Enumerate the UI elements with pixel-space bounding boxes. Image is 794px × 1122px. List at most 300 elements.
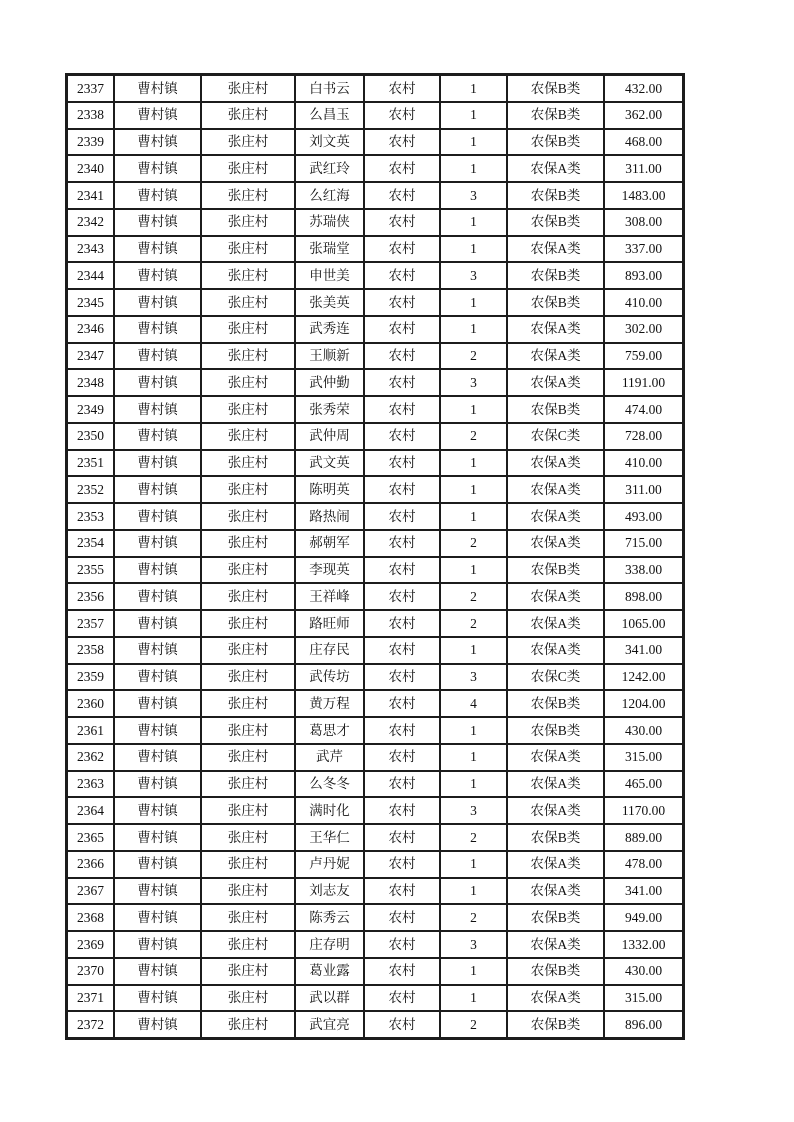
cell-count: 2 [440, 904, 507, 931]
cell-amount: 728.00 [604, 423, 683, 450]
cell-amount: 715.00 [604, 530, 683, 557]
cell-record-id: 2352 [67, 476, 114, 503]
cell-insurance-category: 农保A类 [507, 610, 604, 637]
cell-town: 曹村镇 [114, 129, 201, 156]
cell-count: 3 [440, 664, 507, 691]
cell-person-name: 李现英 [295, 557, 364, 584]
table-row [67, 985, 683, 1012]
cell-insurance-category: 农保A类 [507, 236, 604, 263]
cell-residence-type: 农村 [364, 209, 440, 236]
cell-residence-type: 农村 [364, 797, 440, 824]
cell-amount: 1170.00 [604, 797, 683, 824]
table-row [67, 878, 683, 905]
cell-residence-type: 农村 [364, 583, 440, 610]
cell-insurance-category: 农保A类 [507, 450, 604, 477]
cell-record-id: 2343 [67, 236, 114, 263]
cell-amount: 468.00 [604, 129, 683, 156]
cell-village: 张庄村 [201, 690, 295, 717]
cell-village: 张庄村 [201, 155, 295, 182]
cell-amount: 430.00 [604, 717, 683, 744]
cell-insurance-category: 农保A类 [507, 155, 604, 182]
cell-amount: 1242.00 [604, 664, 683, 691]
cell-record-id: 2353 [67, 503, 114, 530]
cell-count: 1 [440, 236, 507, 263]
cell-insurance-category: 农保A类 [507, 343, 604, 370]
cell-town: 曹村镇 [114, 878, 201, 905]
cell-record-id: 2359 [67, 664, 114, 691]
cell-count: 1 [440, 129, 507, 156]
cell-village: 张庄村 [201, 744, 295, 771]
cell-town: 曹村镇 [114, 396, 201, 423]
cell-count: 2 [440, 1011, 507, 1038]
table-row [67, 557, 683, 584]
cell-town: 曹村镇 [114, 343, 201, 370]
cell-count: 1 [440, 557, 507, 584]
cell-insurance-category: 农保A类 [507, 851, 604, 878]
cell-residence-type: 农村 [364, 102, 440, 129]
table-row [67, 904, 683, 931]
cell-village: 张庄村 [201, 343, 295, 370]
cell-town: 曹村镇 [114, 824, 201, 851]
cell-count: 1 [440, 717, 507, 744]
cell-village: 张庄村 [201, 423, 295, 450]
cell-record-id: 2371 [67, 985, 114, 1012]
cell-town: 曹村镇 [114, 557, 201, 584]
cell-residence-type: 农村 [364, 369, 440, 396]
cell-count: 1 [440, 744, 507, 771]
cell-town: 曹村镇 [114, 102, 201, 129]
cell-amount: 341.00 [604, 878, 683, 905]
cell-insurance-category: 农保C类 [507, 423, 604, 450]
cell-amount: 432.00 [604, 75, 683, 102]
cell-count: 1 [440, 316, 507, 343]
cell-town: 曹村镇 [114, 664, 201, 691]
cell-town: 曹村镇 [114, 289, 201, 316]
cell-insurance-category: 农保B类 [507, 262, 604, 289]
cell-town: 曹村镇 [114, 637, 201, 664]
cell-residence-type: 农村 [364, 530, 440, 557]
cell-village: 张庄村 [201, 931, 295, 958]
cell-insurance-category: 农保B类 [507, 129, 604, 156]
cell-record-id: 2357 [67, 610, 114, 637]
cell-village: 张庄村 [201, 583, 295, 610]
cell-person-name: 武传坊 [295, 664, 364, 691]
cell-residence-type: 农村 [364, 664, 440, 691]
cell-village: 张庄村 [201, 904, 295, 931]
cell-town: 曹村镇 [114, 450, 201, 477]
cell-person-name: 葛业露 [295, 958, 364, 985]
table-row [67, 262, 683, 289]
cell-insurance-category: 农保A类 [507, 637, 604, 664]
cell-residence-type: 农村 [364, 690, 440, 717]
cell-amount: 338.00 [604, 557, 683, 584]
cell-town: 曹村镇 [114, 236, 201, 263]
cell-person-name: 么冬冬 [295, 771, 364, 798]
cell-person-name: 么红海 [295, 182, 364, 209]
cell-residence-type: 农村 [364, 476, 440, 503]
cell-record-id: 2346 [67, 316, 114, 343]
cell-village: 张庄村 [201, 182, 295, 209]
cell-record-id: 2354 [67, 530, 114, 557]
cell-insurance-category: 农保A类 [507, 771, 604, 798]
cell-amount: 315.00 [604, 744, 683, 771]
table-row [67, 744, 683, 771]
cell-amount: 311.00 [604, 155, 683, 182]
cell-person-name: 武仲周 [295, 423, 364, 450]
table-row [67, 797, 683, 824]
cell-residence-type: 农村 [364, 610, 440, 637]
cell-count: 2 [440, 610, 507, 637]
cell-count: 2 [440, 824, 507, 851]
cell-person-name: 庄存民 [295, 637, 364, 664]
cell-person-name: 张秀荣 [295, 396, 364, 423]
cell-residence-type: 农村 [364, 771, 440, 798]
cell-person-name: 庄存明 [295, 931, 364, 958]
cell-person-name: 王顺新 [295, 343, 364, 370]
cell-insurance-category: 农保B类 [507, 690, 604, 717]
cell-town: 曹村镇 [114, 316, 201, 343]
cell-insurance-category: 农保B类 [507, 557, 604, 584]
table-row [67, 289, 683, 316]
cell-town: 曹村镇 [114, 904, 201, 931]
cell-amount: 410.00 [604, 450, 683, 477]
cell-town: 曹村镇 [114, 583, 201, 610]
table-row [67, 102, 683, 129]
cell-town: 曹村镇 [114, 182, 201, 209]
cell-count: 3 [440, 262, 507, 289]
cell-amount: 341.00 [604, 637, 683, 664]
cell-town: 曹村镇 [114, 717, 201, 744]
cell-person-name: 陈明英 [295, 476, 364, 503]
cell-village: 张庄村 [201, 797, 295, 824]
cell-record-id: 2372 [67, 1011, 114, 1038]
table-row [67, 450, 683, 477]
cell-person-name: 刘志友 [295, 878, 364, 905]
cell-record-id: 2370 [67, 958, 114, 985]
cell-record-id: 2345 [67, 289, 114, 316]
cell-town: 曹村镇 [114, 771, 201, 798]
cell-record-id: 2350 [67, 423, 114, 450]
cell-record-id: 2339 [67, 129, 114, 156]
table-row [67, 423, 683, 450]
cell-person-name: 武宜亮 [295, 1011, 364, 1038]
cell-amount: 1332.00 [604, 931, 683, 958]
cell-residence-type: 农村 [364, 236, 440, 263]
cell-count: 1 [440, 476, 507, 503]
cell-amount: 898.00 [604, 583, 683, 610]
cell-town: 曹村镇 [114, 209, 201, 236]
cell-insurance-category: 农保B类 [507, 289, 604, 316]
table-row [67, 717, 683, 744]
cell-insurance-category: 农保B类 [507, 75, 604, 102]
cell-person-name: 苏瑞侠 [295, 209, 364, 236]
cell-village: 张庄村 [201, 717, 295, 744]
cell-residence-type: 农村 [364, 744, 440, 771]
table-row [67, 155, 683, 182]
cell-village: 张庄村 [201, 369, 295, 396]
table-row [67, 637, 683, 664]
table-row [67, 958, 683, 985]
cell-residence-type: 农村 [364, 1011, 440, 1038]
table-row [67, 75, 683, 102]
cell-count: 1 [440, 503, 507, 530]
cell-count: 1 [440, 958, 507, 985]
cell-insurance-category: 农保C类 [507, 664, 604, 691]
cell-count: 1 [440, 771, 507, 798]
cell-village: 张庄村 [201, 985, 295, 1012]
cell-town: 曹村镇 [114, 75, 201, 102]
cell-village: 张庄村 [201, 450, 295, 477]
cell-insurance-category: 农保B类 [507, 396, 604, 423]
cell-residence-type: 农村 [364, 503, 440, 530]
cell-amount: 1483.00 [604, 182, 683, 209]
table-body [67, 75, 683, 1038]
cell-village: 张庄村 [201, 316, 295, 343]
cell-town: 曹村镇 [114, 262, 201, 289]
cell-village: 张庄村 [201, 102, 295, 129]
cell-person-name: 黄万程 [295, 690, 364, 717]
cell-amount: 430.00 [604, 958, 683, 985]
cell-village: 张庄村 [201, 289, 295, 316]
table-row [67, 1011, 683, 1038]
cell-amount: 1065.00 [604, 610, 683, 637]
cell-village: 张庄村 [201, 530, 295, 557]
cell-town: 曹村镇 [114, 690, 201, 717]
table-row [67, 931, 683, 958]
table-row [67, 824, 683, 851]
cell-village: 张庄村 [201, 476, 295, 503]
cell-village: 张庄村 [201, 958, 295, 985]
cell-person-name: 武芹 [295, 744, 364, 771]
cell-record-id: 2364 [67, 797, 114, 824]
table-row [67, 316, 683, 343]
cell-residence-type: 农村 [364, 423, 440, 450]
cell-count: 3 [440, 931, 507, 958]
cell-person-name: 卢丹妮 [295, 851, 364, 878]
cell-town: 曹村镇 [114, 985, 201, 1012]
cell-town: 曹村镇 [114, 476, 201, 503]
cell-village: 张庄村 [201, 664, 295, 691]
cell-record-id: 2347 [67, 343, 114, 370]
cell-residence-type: 农村 [364, 182, 440, 209]
cell-residence-type: 农村 [364, 851, 440, 878]
cell-village: 张庄村 [201, 851, 295, 878]
cell-record-id: 2365 [67, 824, 114, 851]
cell-record-id: 2341 [67, 182, 114, 209]
cell-village: 张庄村 [201, 503, 295, 530]
table-row [67, 503, 683, 530]
cell-insurance-category: 农保B类 [507, 824, 604, 851]
cell-town: 曹村镇 [114, 423, 201, 450]
cell-insurance-category: 农保B类 [507, 102, 604, 129]
cell-insurance-category: 农保A类 [507, 878, 604, 905]
table-row [67, 129, 683, 156]
cell-residence-type: 农村 [364, 637, 440, 664]
cell-amount: 362.00 [604, 102, 683, 129]
cell-record-id: 2363 [67, 771, 114, 798]
cell-amount: 1204.00 [604, 690, 683, 717]
cell-count: 1 [440, 637, 507, 664]
cell-amount: 949.00 [604, 904, 683, 931]
cell-residence-type: 农村 [364, 904, 440, 931]
cell-insurance-category: 农保B类 [507, 958, 604, 985]
cell-residence-type: 农村 [364, 396, 440, 423]
cell-count: 3 [440, 182, 507, 209]
cell-count: 1 [440, 985, 507, 1012]
cell-village: 张庄村 [201, 209, 295, 236]
cell-record-id: 2337 [67, 75, 114, 102]
cell-person-name: 路旺师 [295, 610, 364, 637]
cell-village: 张庄村 [201, 262, 295, 289]
cell-insurance-category: 农保A类 [507, 476, 604, 503]
cell-record-id: 2361 [67, 717, 114, 744]
cell-count: 1 [440, 396, 507, 423]
cell-record-id: 2349 [67, 396, 114, 423]
cell-village: 张庄村 [201, 771, 295, 798]
cell-town: 曹村镇 [114, 155, 201, 182]
cell-residence-type: 农村 [364, 289, 440, 316]
cell-person-name: 满时化 [295, 797, 364, 824]
cell-amount: 337.00 [604, 236, 683, 263]
cell-count: 2 [440, 583, 507, 610]
cell-record-id: 2368 [67, 904, 114, 931]
cell-amount: 759.00 [604, 343, 683, 370]
cell-residence-type: 农村 [364, 931, 440, 958]
table-row [67, 209, 683, 236]
cell-count: 2 [440, 423, 507, 450]
cell-insurance-category: 农保A类 [507, 583, 604, 610]
cell-person-name: 张瑞堂 [295, 236, 364, 263]
cell-insurance-category: 农保A类 [507, 744, 604, 771]
cell-person-name: 张美英 [295, 289, 364, 316]
cell-residence-type: 农村 [364, 129, 440, 156]
cell-insurance-category: 农保B类 [507, 1011, 604, 1038]
cell-amount: 889.00 [604, 824, 683, 851]
cell-person-name: 路热闹 [295, 503, 364, 530]
cell-town: 曹村镇 [114, 530, 201, 557]
cell-residence-type: 农村 [364, 824, 440, 851]
cell-village: 张庄村 [201, 129, 295, 156]
cell-record-id: 2340 [67, 155, 114, 182]
table-row [67, 610, 683, 637]
cell-town: 曹村镇 [114, 369, 201, 396]
cell-record-id: 2351 [67, 450, 114, 477]
cell-amount: 1191.00 [604, 369, 683, 396]
cell-town: 曹村镇 [114, 797, 201, 824]
cell-town: 曹村镇 [114, 503, 201, 530]
cell-amount: 311.00 [604, 476, 683, 503]
cell-count: 2 [440, 343, 507, 370]
cell-insurance-category: 农保A类 [507, 530, 604, 557]
cell-insurance-category: 农保A类 [507, 369, 604, 396]
cell-amount: 315.00 [604, 985, 683, 1012]
cell-person-name: 王祥峰 [295, 583, 364, 610]
cell-amount: 896.00 [604, 1011, 683, 1038]
cell-person-name: 白书云 [295, 75, 364, 102]
cell-village: 张庄村 [201, 824, 295, 851]
cell-village: 张庄村 [201, 557, 295, 584]
cell-village: 张庄村 [201, 75, 295, 102]
cell-residence-type: 农村 [364, 878, 440, 905]
cell-insurance-category: 农保B类 [507, 182, 604, 209]
cell-record-id: 2338 [67, 102, 114, 129]
cell-person-name: 王华仁 [295, 824, 364, 851]
cell-amount: 893.00 [604, 262, 683, 289]
cell-record-id: 2366 [67, 851, 114, 878]
cell-village: 张庄村 [201, 637, 295, 664]
cell-record-id: 2344 [67, 262, 114, 289]
cell-insurance-category: 农保A类 [507, 931, 604, 958]
cell-count: 1 [440, 851, 507, 878]
cell-record-id: 2362 [67, 744, 114, 771]
cell-amount: 308.00 [604, 209, 683, 236]
cell-insurance-category: 农保B类 [507, 904, 604, 931]
cell-person-name: 郝朝军 [295, 530, 364, 557]
table-row [67, 476, 683, 503]
cell-person-name: 武红玲 [295, 155, 364, 182]
cell-count: 2 [440, 530, 507, 557]
cell-residence-type: 农村 [364, 985, 440, 1012]
cell-count: 1 [440, 209, 507, 236]
cell-person-name: 葛思才 [295, 717, 364, 744]
cell-count: 1 [440, 450, 507, 477]
cell-insurance-category: 农保A类 [507, 503, 604, 530]
cell-village: 张庄村 [201, 878, 295, 905]
cell-insurance-category: 农保B类 [507, 717, 604, 744]
cell-residence-type: 农村 [364, 316, 440, 343]
cell-count: 1 [440, 155, 507, 182]
cell-residence-type: 农村 [364, 343, 440, 370]
cell-person-name: 申世美 [295, 262, 364, 289]
cell-record-id: 2348 [67, 369, 114, 396]
cell-person-name: 武仲勤 [295, 369, 364, 396]
cell-residence-type: 农村 [364, 75, 440, 102]
table-row [67, 583, 683, 610]
cell-insurance-category: 农保A类 [507, 985, 604, 1012]
cell-village: 张庄村 [201, 396, 295, 423]
table-row [67, 369, 683, 396]
table-row [67, 396, 683, 423]
cell-record-id: 2358 [67, 637, 114, 664]
cell-insurance-category: 农保A类 [507, 316, 604, 343]
cell-residence-type: 农村 [364, 717, 440, 744]
cell-village: 张庄村 [201, 1011, 295, 1038]
table-row [67, 664, 683, 691]
cell-record-id: 2369 [67, 931, 114, 958]
cell-amount: 474.00 [604, 396, 683, 423]
cell-residence-type: 农村 [364, 557, 440, 584]
cell-amount: 493.00 [604, 503, 683, 530]
cell-amount: 478.00 [604, 851, 683, 878]
table-row [67, 690, 683, 717]
table-row [67, 343, 683, 370]
cell-count: 4 [440, 690, 507, 717]
cell-count: 3 [440, 369, 507, 396]
cell-record-id: 2356 [67, 583, 114, 610]
cell-amount: 465.00 [604, 771, 683, 798]
table-row [67, 182, 683, 209]
table-row [67, 771, 683, 798]
cell-count: 3 [440, 797, 507, 824]
cell-count: 1 [440, 75, 507, 102]
table-row [67, 851, 683, 878]
cell-record-id: 2360 [67, 690, 114, 717]
cell-town: 曹村镇 [114, 1011, 201, 1038]
cell-record-id: 2342 [67, 209, 114, 236]
cell-residence-type: 农村 [364, 262, 440, 289]
cell-person-name: 武以群 [295, 985, 364, 1012]
cell-person-name: 陈秀云 [295, 904, 364, 931]
